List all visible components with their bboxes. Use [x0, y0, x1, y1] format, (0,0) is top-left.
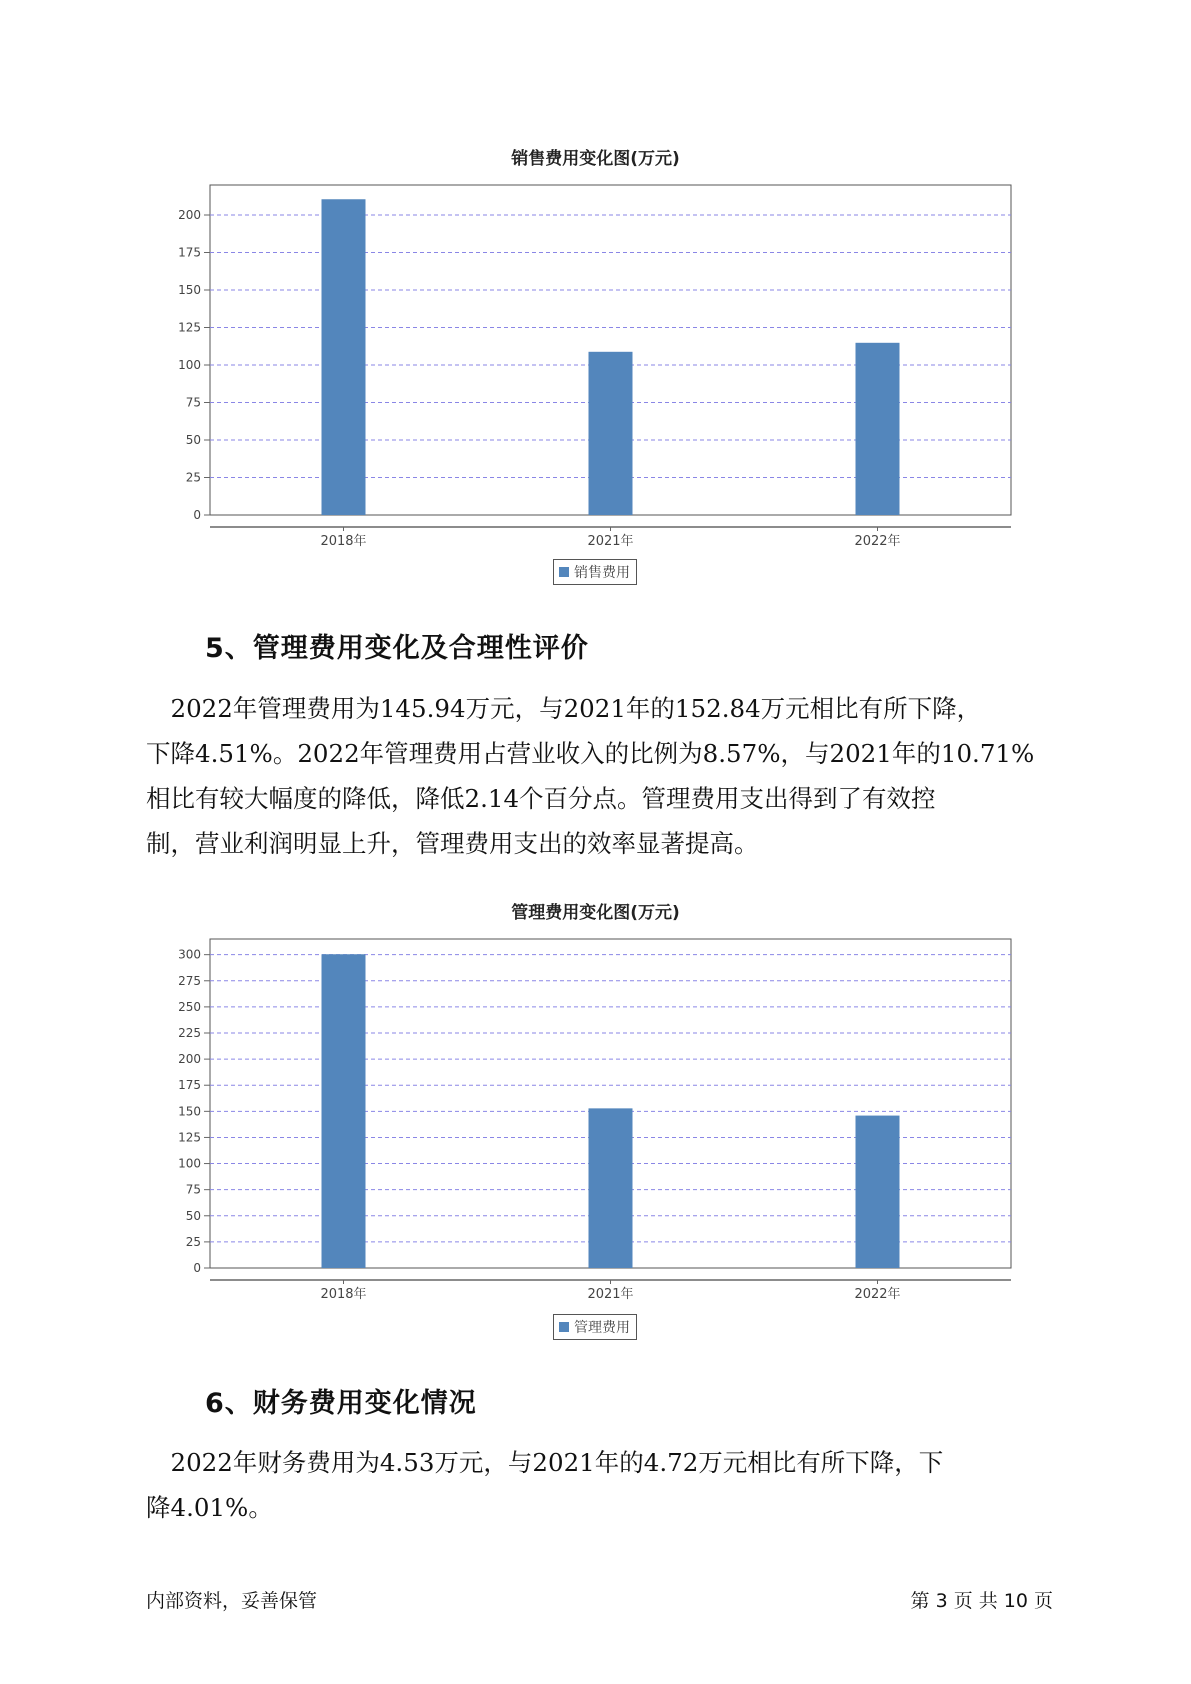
y-tick-label: 50 [185, 433, 201, 447]
section-6-paragraph [146, 1440, 1051, 1530]
y-tick-label: 75 [185, 1182, 201, 1197]
bar [589, 1108, 633, 1268]
x-tick-label: 2018年 [320, 1287, 367, 1302]
y-tick-label: 150 [178, 1104, 201, 1119]
paragraph-line: 相比有较大幅度的降低，降低2.14个百分点。管理费用支出得到了有效控 [146, 784, 936, 813]
x-tick-label: 2021年 [587, 534, 634, 549]
section-heading-6: 6、财务费用变化情况 [205, 1388, 477, 1419]
y-tick-label: 175 [178, 1078, 201, 1093]
y-tick-label: 100 [178, 1156, 201, 1171]
bar [322, 954, 366, 1268]
y-tick-label: 25 [185, 1234, 201, 1249]
y-tick-label: 225 [178, 1026, 201, 1040]
y-tick-label: 0 [193, 508, 201, 522]
y-tick-label: 25 [185, 470, 201, 485]
y-tick-label: 50 [185, 1208, 201, 1223]
y-tick-label: 0 [193, 1261, 201, 1275]
y-tick-label: 125 [178, 1130, 201, 1145]
paragraph-line: 下降4.51%。2022年管理费用占营业收入的比例为8.57%，与2021年的10.71% [146, 739, 1035, 768]
y-tick-label: 200 [178, 1052, 201, 1067]
y-tick-label: 75 [185, 395, 201, 410]
section-heading-5: 5、管理费用变化及合理性评价 [205, 633, 589, 664]
chart-title: 管理费用变化图(万元) [511, 903, 680, 923]
x-tick-label: 2022年 [854, 534, 901, 549]
bar [856, 1116, 900, 1268]
paragraph-line: 2022年管理费用为145.94万元，与2021年的152.84万元相比有所下降， [146, 694, 982, 723]
x-tick-label: 2018年 [320, 534, 367, 549]
footer-left: 内部资料，妥善保管 [146, 1590, 318, 1612]
footer-page-number: 第 3 页 共 10 页 [910, 1590, 1053, 1612]
x-tick-label: 2021年 [587, 1287, 634, 1302]
chart-title: 销售费用变化图(万元) [511, 149, 680, 169]
legend-label: 管理费用 [574, 1320, 630, 1336]
y-tick-label: 275 [178, 973, 201, 988]
chart-legend [553, 1314, 637, 1340]
y-tick-label: 150 [178, 283, 201, 297]
legend-swatch [559, 1322, 569, 1332]
y-tick-label: 300 [178, 947, 201, 962]
paragraph-line: 2022年财务费用为4.53万元，与2021年的4.72万元相比有所下降，下 [146, 1448, 944, 1477]
legend-label: 销售费用 [574, 565, 630, 581]
x-tick-label: 2022年 [854, 1287, 901, 1302]
y-tick-label: 125 [178, 320, 201, 335]
y-tick-label: 200 [178, 208, 201, 222]
y-tick-label: 250 [178, 999, 201, 1014]
paragraph-line: 降4.01%。 [146, 1493, 273, 1522]
y-tick-label: 175 [178, 245, 201, 260]
paragraph-line: 制，营业利润明显上升，管理费用支出的效率显著提高。 [146, 829, 759, 858]
y-tick-label: 100 [178, 358, 201, 372]
